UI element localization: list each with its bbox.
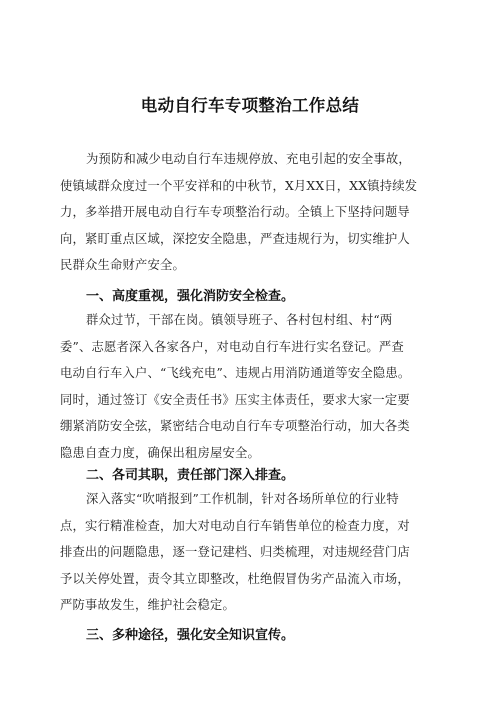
section-heading-1: 一、高度重视，强化消防安全检查。 <box>86 289 295 304</box>
intro-paragraph <box>60 146 440 279</box>
paragraph-line: 深入落实“吹哨报到”工作机制，针对各场所单位的行业特 <box>86 492 399 506</box>
paragraph-line: 绷紧消防安全弦，紧密结合电动自行车专项整治行动，加大各类 <box>60 419 410 433</box>
section-paragraph-2 <box>60 486 440 619</box>
section-heading-2: 二、各司其职，责任部门深入排查。 <box>86 468 295 483</box>
paragraph-line: 使镇域群众度过一个平安祥和的中秋节，X月XX日，XX镇持续发 <box>60 178 418 193</box>
paragraph-line: 排查出的问题隐患，逐一登记建档、归类梳理，对违规经营门店 <box>60 545 410 559</box>
paragraph-line: 电动自行车入户、“飞线充电”、违规占用消防通道等安全隐患。 <box>60 366 411 380</box>
paragraph-line: 向，紧盯重点区域，深挖安全隐患，严查违规行为，切实维护人 <box>60 231 410 246</box>
paragraph-line: 点，实行精准检查，加大对电动自行车销售单位的检查力度，对 <box>60 518 410 533</box>
paragraph-line: 为预防和减少电动自行车违规停放、充电引起的安全事故， <box>86 152 411 166</box>
document-title: 电动自行车专项整治工作总结 <box>140 96 360 115</box>
paragraph-line: 力，多举措开展电动自行车专项整治行动。全镇上下坚持问题导 <box>60 205 410 219</box>
paragraph-line: 予以关停处置，责令其立即整改，杜绝假冒伪劣产品流入市场， <box>60 571 410 586</box>
paragraph-line: 群众过节，干部在岗。镇领导班子、各村包村组、村“两 <box>86 313 393 327</box>
section-heading-3: 三、多种途径，强化安全知识宣传。 <box>86 628 295 643</box>
paragraph-line: 民群众生命财产安全。 <box>60 258 185 272</box>
paragraph-line: 同时，通过签订《安全责任书》压实主体责任，要求大家一定要 <box>60 392 410 407</box>
paragraph-line: 委”、志愿者深入各家各户，对电动自行车进行实名登记。严查 <box>60 339 404 354</box>
section-paragraph-1 <box>60 307 440 466</box>
paragraph-line: 隐患自查力度，确保出租房屋安全。 <box>60 445 260 460</box>
paragraph-line: 严防事故发生，维护社会稳定。 <box>60 598 235 612</box>
